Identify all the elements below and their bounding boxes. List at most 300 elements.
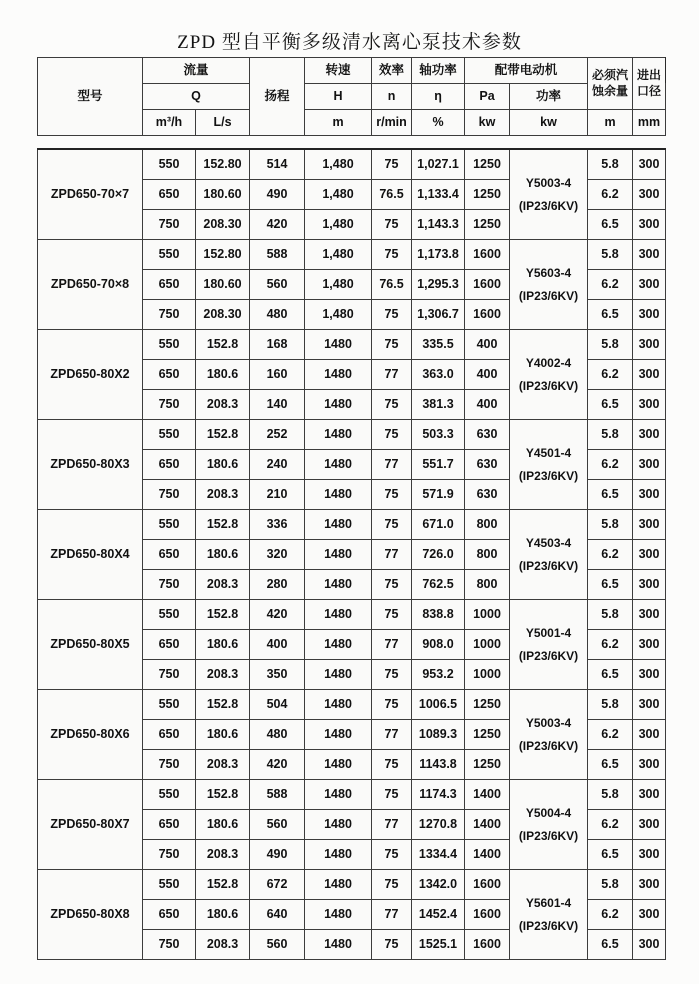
table-row [38, 780, 666, 810]
cell-h: 588 [250, 780, 305, 810]
motor-model-cell [510, 330, 588, 420]
cell-eff: 77 [372, 900, 412, 930]
cell-port: 300 [633, 149, 666, 180]
cell-h: 640 [250, 900, 305, 930]
cell-port: 300 [633, 870, 666, 900]
cell-q_ls: 208.3 [196, 660, 250, 690]
col-header-speed: 转速 [305, 58, 372, 84]
pump-model-cell: ZPD650-80X6 [38, 690, 143, 780]
cell-q_ls: 152.8 [196, 330, 250, 360]
cell-q_ls: 152.80 [196, 149, 250, 180]
npsh-label-line2: 蚀余量 [592, 83, 629, 98]
cell-kw: 400 [465, 390, 510, 420]
cell-npsh: 6.2 [588, 360, 633, 390]
cell-q_ls: 208.3 [196, 480, 250, 510]
cell-pa: 335.5 [412, 330, 465, 360]
col-header-head: 扬程 [250, 58, 305, 136]
cell-q_ls: 180.6 [196, 720, 250, 750]
spec-tables [37, 57, 665, 960]
motor-insulation-text: (IP23/6KV) [518, 288, 579, 303]
motor-model-cell [510, 510, 588, 600]
cell-eff: 77 [372, 810, 412, 840]
cell-q_m3h: 750 [143, 390, 196, 420]
speed-symbol: n [372, 84, 412, 110]
cell-npsh: 6.5 [588, 390, 633, 420]
cell-q_ls: 180.6 [196, 630, 250, 660]
cell-port: 300 [633, 390, 666, 420]
cell-port: 300 [633, 240, 666, 270]
motor-insulation-text: (IP23/6KV) [518, 468, 579, 483]
pump-table-body [38, 149, 666, 960]
cell-pa: 726.0 [412, 540, 465, 570]
cell-q_ls: 180.6 [196, 810, 250, 840]
motor-insulation-text: (IP23/6KV) [518, 738, 579, 753]
cell-port: 300 [633, 630, 666, 660]
col-header-flow: 流量 [143, 58, 250, 84]
cell-kw: 800 [465, 540, 510, 570]
col-header-shaft-power: 轴功率 [412, 58, 465, 84]
cell-port: 300 [633, 420, 666, 450]
cell-q_m3h: 650 [143, 720, 196, 750]
cell-eff: 75 [372, 840, 412, 870]
cell-n: 1480 [305, 510, 372, 540]
cell-h: 280 [250, 570, 305, 600]
motor-model-text: Y4501-4 [525, 446, 572, 461]
motor-model-text: Y5603-4 [525, 266, 572, 281]
table-row [38, 330, 666, 360]
cell-pa: 1,143.3 [412, 210, 465, 240]
cell-pa: 1143.8 [412, 750, 465, 780]
cell-q_m3h: 750 [143, 300, 196, 330]
table-row [38, 870, 666, 900]
cell-q_m3h: 750 [143, 480, 196, 510]
cell-q_ls: 208.3 [196, 930, 250, 960]
cell-h: 480 [250, 720, 305, 750]
cell-npsh: 5.8 [588, 870, 633, 900]
cell-q_m3h: 550 [143, 690, 196, 720]
cell-n: 1480 [305, 540, 372, 570]
table-row [38, 149, 666, 180]
cell-kw: 1250 [465, 180, 510, 210]
cell-h: 588 [250, 240, 305, 270]
cell-n: 1480 [305, 720, 372, 750]
motor-insulation-text: (IP23/6KV) [518, 918, 579, 933]
cell-port: 300 [633, 480, 666, 510]
cell-npsh: 6.2 [588, 720, 633, 750]
motor-model-text: Y4503-4 [525, 536, 572, 551]
cell-eff: 75 [372, 750, 412, 780]
cell-q_ls: 208.30 [196, 300, 250, 330]
cell-kw: 1600 [465, 270, 510, 300]
cell-npsh: 5.8 [588, 240, 633, 270]
cell-n: 1480 [305, 780, 372, 810]
pump-model-cell: ZPD650-80X8 [38, 870, 143, 960]
cell-port: 300 [633, 810, 666, 840]
flow-unit-ls: L/s [196, 110, 250, 136]
cell-kw: 800 [465, 570, 510, 600]
cell-eff: 77 [372, 540, 412, 570]
cell-kw: 400 [465, 360, 510, 390]
cell-h: 320 [250, 540, 305, 570]
cell-n: 1,480 [305, 300, 372, 330]
cell-h: 140 [250, 390, 305, 420]
cell-q_m3h: 750 [143, 210, 196, 240]
cell-kw: 630 [465, 420, 510, 450]
motor-model-text: Y5003-4 [525, 176, 572, 191]
cell-npsh: 6.5 [588, 570, 633, 600]
cell-h: 420 [250, 210, 305, 240]
cell-q_ls: 152.80 [196, 240, 250, 270]
cell-port: 300 [633, 720, 666, 750]
cell-npsh: 6.5 [588, 930, 633, 960]
motor-power-unit: kw [510, 110, 588, 136]
cell-q_ls: 180.6 [196, 360, 250, 390]
cell-q_ls: 152.8 [196, 870, 250, 900]
cell-q_ls: 152.8 [196, 780, 250, 810]
cell-pa: 551.7 [412, 450, 465, 480]
cell-pa: 1334.4 [412, 840, 465, 870]
cell-kw: 1600 [465, 900, 510, 930]
cell-kw: 1000 [465, 660, 510, 690]
cell-npsh: 6.2 [588, 180, 633, 210]
motor-model-cell [510, 870, 588, 960]
cell-npsh: 5.8 [588, 149, 633, 180]
cell-kw: 400 [465, 330, 510, 360]
cell-pa: 363.0 [412, 360, 465, 390]
cell-q_m3h: 650 [143, 900, 196, 930]
cell-pa: 908.0 [412, 630, 465, 660]
pump-model-cell: ZPD650-70×7 [38, 149, 143, 240]
cell-kw: 1600 [465, 300, 510, 330]
cell-q_m3h: 750 [143, 660, 196, 690]
cell-kw: 630 [465, 480, 510, 510]
cell-q_ls: 208.3 [196, 390, 250, 420]
cell-n: 1,480 [305, 149, 372, 180]
cell-n: 1,480 [305, 270, 372, 300]
cell-h: 160 [250, 360, 305, 390]
cell-n: 1480 [305, 870, 372, 900]
cell-pa: 1270.8 [412, 810, 465, 840]
cell-pa: 1174.3 [412, 780, 465, 810]
motor-model-text: Y5003-4 [525, 716, 572, 731]
cell-npsh: 6.2 [588, 270, 633, 300]
cell-npsh: 6.2 [588, 900, 633, 930]
cell-pa: 1089.3 [412, 720, 465, 750]
cell-q_ls: 152.8 [196, 600, 250, 630]
motor-insulation-text: (IP23/6KV) [518, 198, 579, 213]
cell-kw: 630 [465, 450, 510, 480]
cell-q_m3h: 650 [143, 270, 196, 300]
cell-n: 1480 [305, 390, 372, 420]
cell-port: 300 [633, 750, 666, 780]
table-row [38, 690, 666, 720]
header-table [37, 57, 666, 136]
cell-kw: 1250 [465, 690, 510, 720]
cell-npsh: 5.8 [588, 330, 633, 360]
cell-n: 1480 [305, 450, 372, 480]
cell-port: 300 [633, 660, 666, 690]
cell-npsh: 6.5 [588, 840, 633, 870]
cell-h: 672 [250, 870, 305, 900]
cell-n: 1480 [305, 420, 372, 450]
cell-h: 400 [250, 630, 305, 660]
cell-q_m3h: 550 [143, 149, 196, 180]
cell-q_m3h: 550 [143, 870, 196, 900]
cell-eff: 75 [372, 210, 412, 240]
motor-power-label: 功率 [510, 84, 588, 110]
cell-eff: 75 [372, 240, 412, 270]
cell-port: 300 [633, 360, 666, 390]
pump-model-cell: ZPD650-80X2 [38, 330, 143, 420]
cell-eff: 75 [372, 330, 412, 360]
cell-h: 336 [250, 510, 305, 540]
cell-h: 480 [250, 300, 305, 330]
cell-eff: 75 [372, 870, 412, 900]
cell-npsh: 5.8 [588, 420, 633, 450]
cell-q_ls: 208.30 [196, 210, 250, 240]
cell-q_ls: 180.6 [196, 450, 250, 480]
cell-n: 1480 [305, 570, 372, 600]
pump-model-cell: ZPD650-70×8 [38, 240, 143, 330]
cell-pa: 1525.1 [412, 930, 465, 960]
cell-pa: 1452.4 [412, 900, 465, 930]
cell-kw: 1400 [465, 780, 510, 810]
motor-model-cell [510, 690, 588, 780]
col-header-model: 型号 [38, 58, 143, 136]
cell-eff: 76.5 [372, 180, 412, 210]
cell-eff: 76.5 [372, 270, 412, 300]
cell-q_ls: 152.8 [196, 690, 250, 720]
cell-pa: 1006.5 [412, 690, 465, 720]
motor-model-cell [510, 240, 588, 330]
table-row [38, 600, 666, 630]
cell-port: 300 [633, 690, 666, 720]
cell-n: 1480 [305, 330, 372, 360]
cell-kw: 800 [465, 510, 510, 540]
cell-q_m3h: 550 [143, 420, 196, 450]
cell-port: 300 [633, 300, 666, 330]
cell-q_m3h: 650 [143, 630, 196, 660]
pump-model-cell: ZPD650-80X5 [38, 600, 143, 690]
cell-q_m3h: 750 [143, 840, 196, 870]
motor-insulation-text: (IP23/6KV) [518, 648, 579, 663]
cell-kw: 1400 [465, 840, 510, 870]
cell-h: 504 [250, 690, 305, 720]
cell-npsh: 6.5 [588, 300, 633, 330]
motor-model-text: Y5601-4 [525, 896, 572, 911]
cell-pa: 671.0 [412, 510, 465, 540]
flow-unit-m3h: m³/h [143, 110, 196, 136]
npsh-unit: m [588, 110, 633, 136]
cell-eff: 75 [372, 780, 412, 810]
cell-port: 300 [633, 570, 666, 600]
head-unit: m [305, 110, 372, 136]
cell-eff: 77 [372, 360, 412, 390]
cell-pa: 762.5 [412, 570, 465, 600]
cell-pa: 953.2 [412, 660, 465, 690]
cell-pa: 1,306.7 [412, 300, 465, 330]
cell-kw: 1250 [465, 149, 510, 180]
cell-eff: 75 [372, 390, 412, 420]
cell-pa: 1342.0 [412, 870, 465, 900]
motor-model-cell [510, 420, 588, 510]
cell-n: 1480 [305, 360, 372, 390]
cell-q_m3h: 750 [143, 570, 196, 600]
cell-q_ls: 208.3 [196, 750, 250, 780]
header-row-1 [38, 58, 666, 84]
port-label-line1: 进出 [637, 67, 662, 82]
cell-q_ls: 152.8 [196, 510, 250, 540]
flow-symbol: Q [143, 84, 250, 110]
cell-port: 300 [633, 900, 666, 930]
pump-table [37, 148, 666, 960]
cell-kw: 1600 [465, 240, 510, 270]
cell-n: 1480 [305, 690, 372, 720]
shaft-unit: kw [465, 110, 510, 136]
cell-eff: 77 [372, 630, 412, 660]
cell-q_m3h: 550 [143, 600, 196, 630]
cell-q_m3h: 550 [143, 240, 196, 270]
cell-q_m3h: 550 [143, 330, 196, 360]
cell-npsh: 5.8 [588, 690, 633, 720]
cell-q_m3h: 650 [143, 180, 196, 210]
cell-q_m3h: 650 [143, 810, 196, 840]
table-row [38, 420, 666, 450]
npsh-label-line1: 必须汽 [592, 67, 629, 82]
cell-q_ls: 180.6 [196, 900, 250, 930]
cell-q_m3h: 650 [143, 540, 196, 570]
cell-kw: 1000 [465, 630, 510, 660]
cell-q_ls: 180.6 [196, 540, 250, 570]
cell-pa: 381.3 [412, 390, 465, 420]
cell-h: 514 [250, 149, 305, 180]
cell-h: 210 [250, 480, 305, 510]
cell-n: 1480 [305, 480, 372, 510]
pump-model-cell: ZPD650-80X4 [38, 510, 143, 600]
cell-npsh: 6.2 [588, 540, 633, 570]
cell-q_m3h: 750 [143, 930, 196, 960]
cell-n: 1480 [305, 600, 372, 630]
eff-unit: % [412, 110, 465, 136]
col-header-motor: 配带电动机 [465, 58, 588, 84]
cell-eff: 75 [372, 930, 412, 960]
cell-eff: 75 [372, 690, 412, 720]
cell-h: 168 [250, 330, 305, 360]
page-title: ZPD 型自平衡多级清水离心泵技术参数 [177, 32, 522, 53]
cell-pa: 838.8 [412, 600, 465, 630]
cell-n: 1480 [305, 630, 372, 660]
col-header-eff: 效率 [372, 58, 412, 84]
table-row [38, 510, 666, 540]
cell-port: 300 [633, 780, 666, 810]
motor-model-text: Y4002-4 [525, 356, 572, 371]
cell-npsh: 6.5 [588, 480, 633, 510]
cell-npsh: 5.8 [588, 780, 633, 810]
cell-h: 420 [250, 600, 305, 630]
cell-pa: 1,027.1 [412, 149, 465, 180]
cell-eff: 75 [372, 149, 412, 180]
pump-model-cell: ZPD650-80X3 [38, 420, 143, 510]
cell-port: 300 [633, 210, 666, 240]
cell-h: 490 [250, 180, 305, 210]
cell-kw: 1000 [465, 600, 510, 630]
cell-n: 1,480 [305, 180, 372, 210]
cell-npsh: 6.5 [588, 660, 633, 690]
cell-n: 1480 [305, 840, 372, 870]
motor-model-cell [510, 600, 588, 690]
cell-port: 300 [633, 600, 666, 630]
cell-kw: 1250 [465, 750, 510, 780]
port-unit: mm [633, 110, 666, 136]
cell-q_m3h: 650 [143, 450, 196, 480]
cell-n: 1480 [305, 810, 372, 840]
cell-eff: 77 [372, 450, 412, 480]
motor-model-cell [510, 149, 588, 240]
cell-eff: 75 [372, 510, 412, 540]
cell-npsh: 5.8 [588, 600, 633, 630]
cell-h: 490 [250, 840, 305, 870]
motor-insulation-text: (IP23/6KV) [518, 378, 579, 393]
cell-kw: 1250 [465, 720, 510, 750]
cell-npsh: 6.5 [588, 750, 633, 780]
head-symbol: H [305, 84, 372, 110]
cell-port: 300 [633, 270, 666, 300]
cell-pa: 1,173.8 [412, 240, 465, 270]
motor-model-text: Y5001-4 [525, 626, 572, 641]
col-header-port [633, 58, 666, 110]
motor-insulation-text: (IP23/6KV) [518, 558, 579, 573]
cell-pa: 1,133.4 [412, 180, 465, 210]
cell-kw: 1600 [465, 870, 510, 900]
cell-kw: 1250 [465, 210, 510, 240]
cell-port: 300 [633, 450, 666, 480]
cell-npsh: 6.2 [588, 450, 633, 480]
cell-h: 560 [250, 810, 305, 840]
cell-port: 300 [633, 840, 666, 870]
port-label-line2: 口径 [637, 83, 662, 98]
cell-eff: 75 [372, 570, 412, 600]
cell-n: 1480 [305, 750, 372, 780]
cell-pa: 571.9 [412, 480, 465, 510]
cell-port: 300 [633, 930, 666, 960]
cell-n: 1,480 [305, 240, 372, 270]
cell-pa: 1,295.3 [412, 270, 465, 300]
cell-n: 1,480 [305, 210, 372, 240]
cell-h: 252 [250, 420, 305, 450]
cell-port: 300 [633, 330, 666, 360]
cell-q_m3h: 550 [143, 510, 196, 540]
cell-npsh: 5.8 [588, 510, 633, 540]
eff-symbol: η [412, 84, 465, 110]
cell-q_ls: 180.60 [196, 180, 250, 210]
cell-n: 1480 [305, 930, 372, 960]
cell-q_ls: 152.8 [196, 420, 250, 450]
cell-eff: 75 [372, 480, 412, 510]
cell-kw: 1400 [465, 810, 510, 840]
cell-q_m3h: 750 [143, 750, 196, 780]
cell-q_ls: 208.3 [196, 840, 250, 870]
cell-port: 300 [633, 180, 666, 210]
pump-model-cell: ZPD650-80X7 [38, 780, 143, 870]
cell-port: 300 [633, 540, 666, 570]
table-row [38, 240, 666, 270]
shaft-symbol: Pa [465, 84, 510, 110]
cell-eff: 77 [372, 720, 412, 750]
cell-eff: 75 [372, 300, 412, 330]
cell-kw: 1600 [465, 930, 510, 960]
cell-npsh: 6.2 [588, 630, 633, 660]
cell-eff: 75 [372, 600, 412, 630]
